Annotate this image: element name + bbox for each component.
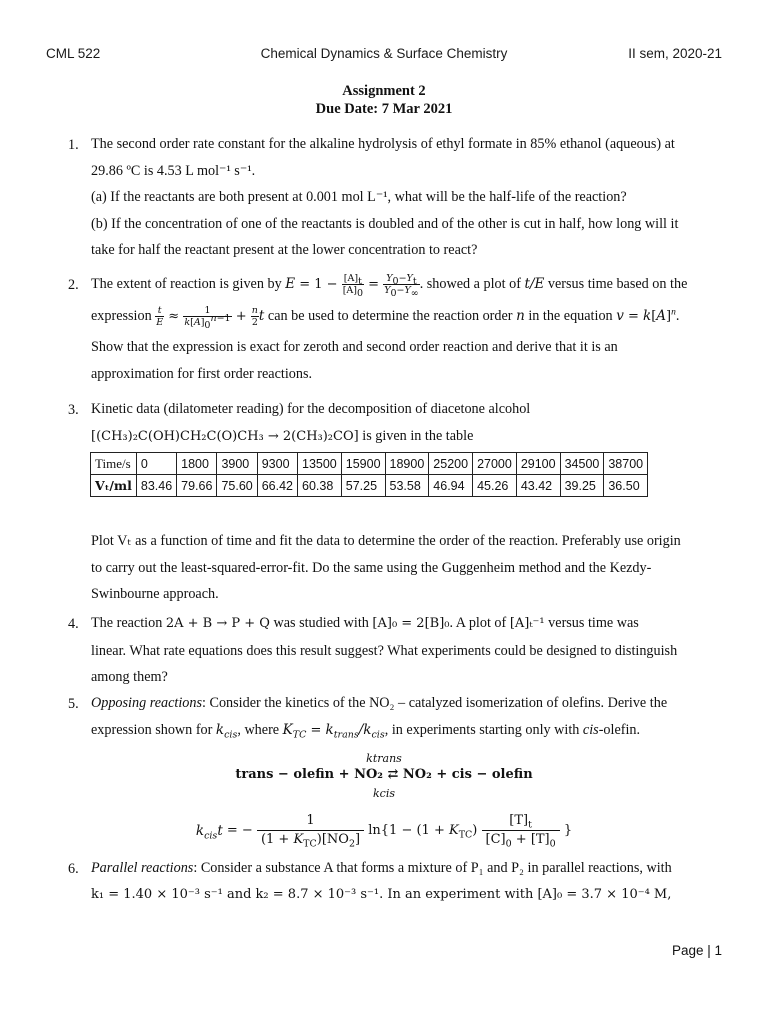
- table-cell: 3900: [217, 453, 257, 475]
- table-cell: 39.25: [560, 475, 604, 497]
- table-cell: 9300: [257, 453, 297, 475]
- q3-number: 3.: [68, 402, 79, 418]
- kinetic-data-table: [90, 452, 648, 497]
- question-2: [91, 270, 723, 387]
- table-cell: 13500: [298, 453, 342, 475]
- table-row-time: [91, 453, 648, 475]
- table-cell: 53.58: [385, 475, 429, 497]
- q1-line-1: The second order rate constant for the alkaline hydrolysis of ethyl formate in 85% ethanol (aqueous) at: [91, 136, 675, 152]
- q1-part-b-line-2: take for half the reactant present at the lower concentration to react?: [91, 242, 478, 258]
- course-title: Chemical Dynamics & Surface Chemistry: [260, 46, 508, 61]
- table-cell: 60.38: [298, 475, 342, 497]
- table-cell: 27000: [473, 453, 517, 475]
- page-number: Page | 1: [671, 943, 722, 958]
- question-3-instructions: [91, 528, 723, 608]
- question-4: [91, 610, 723, 691]
- table-cell: 1800: [177, 453, 217, 475]
- table-cell: 83.46: [136, 475, 176, 497]
- equilibrium-rate-reverse: kcis: [373, 787, 395, 800]
- question-3: [91, 396, 723, 450]
- q3-para-3: Swinbourne approach.: [91, 586, 219, 602]
- table-cell: 15900: [341, 453, 385, 475]
- question-6: [91, 855, 723, 908]
- table-row-volume: [91, 475, 648, 497]
- due-date: Due Date: 7 Mar 2021: [315, 101, 453, 117]
- q2-line-1: The extent of reaction is given by E = 1 − $\frac{[A]_t}{[A]_0}$ = $\frac{Y_0-Y_t}{Y_0-Y_\infty}$ . showed a plot of t/E versus time based on the: [91, 273, 688, 300]
- semester: II sem, 2020-21: [628, 46, 722, 61]
- table-cell: 66.42: [257, 475, 297, 497]
- q2-line-3: Show that the expression is exact for zeroth and second order reaction and derive that it is an: [91, 339, 618, 355]
- q1-number: 1.: [68, 137, 79, 153]
- table-cell: 45.26: [473, 475, 517, 497]
- extent-formula: E: [285, 276, 296, 292]
- table-cell: 43.42: [516, 475, 560, 497]
- question-1: [91, 131, 723, 264]
- q3-para-2: to carry out the least-squared-error-fit. Do the same using the Guggenheim method and the Kezdy-: [91, 559, 652, 576]
- table-cell: 75.60: [217, 475, 257, 497]
- kcis-rate-equation: $k_{cis}t$ = − 1 $(1 + K_{TC})[NO_2]$ $\ln\{1 - (1 + K_{TC})$ $\frac{[T]_t}{[C]_0 + [T]_0}$ }: [195, 813, 573, 850]
- q5-number: 5.: [68, 696, 79, 712]
- table-cell: 57.25: [341, 475, 385, 497]
- table-cell: 18900: [385, 453, 429, 475]
- q1-part-b-line-1: (b) If the concentration of one of the reactants is doubled and of the other is cut in half, how long will it: [91, 215, 679, 232]
- table-cell: 36.50: [604, 475, 648, 497]
- assignment-title: Assignment 2: [342, 83, 426, 99]
- q5-line-2: expression shown for $k_{cis}$, where $K_{TC} = k_{trans}/k_{cis}$, in experiments starting only with cis-olefin.: [91, 721, 641, 741]
- question-5: [91, 690, 723, 744]
- q4-line-3: among them?: [91, 669, 168, 685]
- table-cell: 29100: [516, 453, 560, 475]
- q4-line-1: The reaction 2A + B → P + Q was studied with [A]₀ = 2[B]₀. A plot of [A]ₜ⁻¹ versus time was: [91, 615, 639, 631]
- q6-line-1: Parallel reactions: Consider a substance A that forms a mixture of P₁ and P₂ in parallel reactions, with: [91, 860, 672, 876]
- course-code: CML 522: [46, 46, 101, 61]
- q2-line-4: approximation for first order reactions.: [91, 365, 313, 382]
- table-cell: 25200: [429, 453, 473, 475]
- equilibrium-equation: trans − olefin + NO₂ ⇄ NO₂ + cis − olefin: [235, 767, 533, 782]
- q6-number: 6.: [68, 861, 79, 877]
- q1-part-a: (a) If the reactants are both present at 0.001 mol L⁻¹, what will be the half-life of the reaction?: [91, 189, 627, 205]
- time-header: Time/s: [91, 453, 137, 475]
- q4-line-2: linear. What rate equations does this result suggest? What experiments could be designed to distinguish: [91, 642, 678, 659]
- q2-line-2: expression $\frac{t}{E}$ ≈ $\frac{1}{k[A]_0^{n-1}}$ + $\frac{n}{2}$ t can be used to determine the reaction order n in the equation $v = k[A]^n$.: [91, 305, 680, 332]
- q1-line-2: 29.86 ºC is 4.53 L mol⁻¹ s⁻¹.: [91, 162, 256, 179]
- table-cell: 79.66: [177, 475, 217, 497]
- q4-number: 4.: [68, 616, 79, 632]
- q5-line-1: Opposing reactions: Consider the kinetics of the NO₂ – catalyzed isomerization of olefins. Derive the: [91, 695, 668, 711]
- table-cell: 46.94: [429, 475, 473, 497]
- q3-para-1: Plot Vₜ as a function of time and fit the data to determine the order of the reaction. Preferably use origin: [91, 533, 681, 549]
- table-cell: 34500: [560, 453, 604, 475]
- equilibrium-rate-forward: ktrans: [366, 752, 402, 765]
- q6-line-2: k₁ = 1.40 × 10⁻³ s⁻¹ and k₂ = 8.7 × 10⁻³ s⁻¹. In an experiment with [A]₀ = 3.7 × 10⁻⁴ M,: [91, 886, 672, 902]
- table-cell: 38700: [604, 453, 648, 475]
- q3-line-2: [(CH₃)₂C(OH)CH₂C(O)CH₃ → 2(CH₃)₂CO] is given in the table: [91, 427, 474, 444]
- q2-number: 2.: [68, 277, 79, 293]
- volume-header: Vₜ/ml: [91, 475, 137, 497]
- q3-line-1: Kinetic data (dilatometer reading) for the decomposition of diacetone alcohol: [91, 401, 531, 417]
- table-cell: 0: [136, 453, 176, 475]
